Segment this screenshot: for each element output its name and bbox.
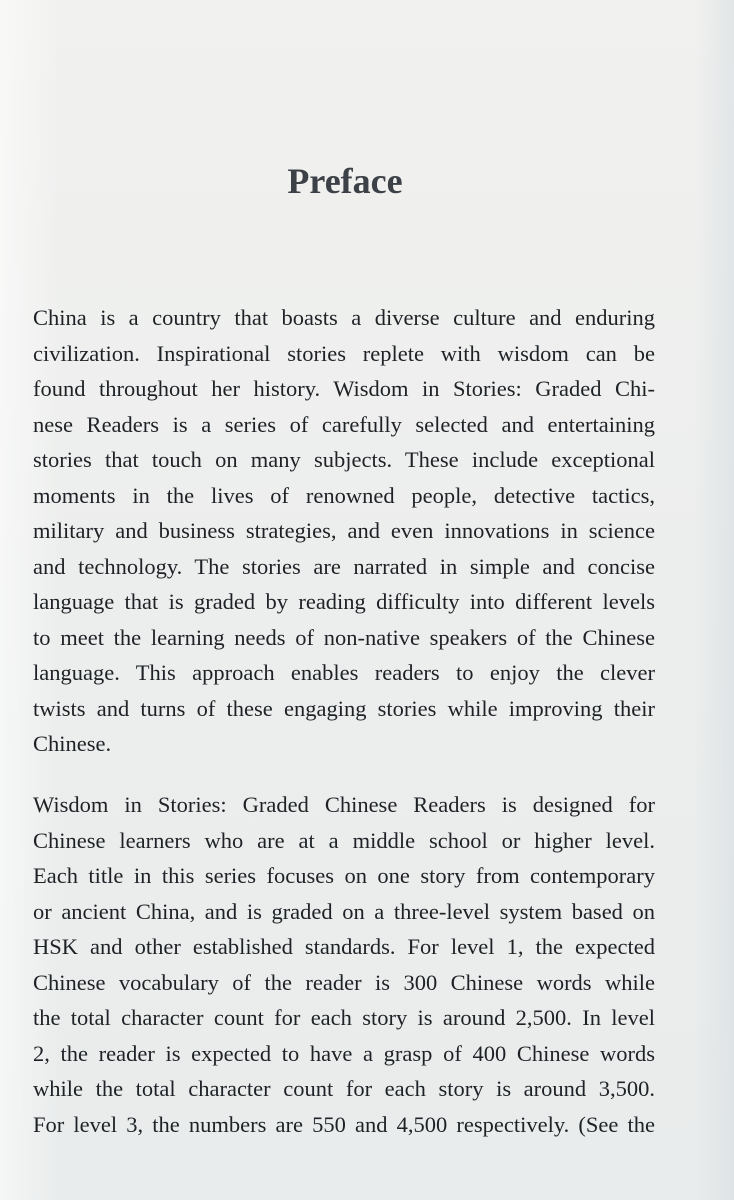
text-line: civilization. Inspirational stories replete with wisdom can be xyxy=(33,340,655,366)
text-line: military and business strategies, and even innovations in science xyxy=(33,518,655,543)
page-title: Preface xyxy=(287,161,403,201)
text-line: Chinese learners who are at a middle school or higher level. xyxy=(33,827,655,853)
text-line: the total character count for each story is around 2,500. In level xyxy=(33,1005,655,1030)
text-line: stories that touch on many subjects. These include exceptional xyxy=(33,447,655,472)
text-line: Each title in this series focuses on one story from contemporary xyxy=(33,863,655,888)
text-line: Chinese. xyxy=(33,731,112,756)
text-line: language. This approach enables readers to enjoy the clever xyxy=(33,660,655,685)
text-line: moments in the lives of renowned people, detective tactics, xyxy=(33,482,655,508)
text-line: HSK and other established standards. For level 1, the expected xyxy=(33,934,655,959)
text-line: to meet the learning needs of non-native speakers of the Chinese xyxy=(33,624,655,650)
paragraph-2 xyxy=(33,787,655,1142)
text-line: 2, the reader is expected to have a grasp of 400 Chinese words xyxy=(33,1040,655,1066)
text-line: Chinese vocabulary of the reader is 300 Chinese words while xyxy=(33,969,655,995)
text-line: nese Readers is a series of carefully selected and entertaining xyxy=(33,411,655,437)
text-line: or ancient China, and is graded on a three-level system based on xyxy=(33,898,655,924)
paragraph-1 xyxy=(33,300,655,762)
text-line: twists and turns of these engaging stories while improving their xyxy=(33,695,655,721)
text-line: China is a country that boasts a diverse culture and enduring xyxy=(33,305,655,330)
text-line: and technology. The stories are narrated in simple and concise xyxy=(33,553,655,579)
text-line: while the total character count for each story is around 3,500. xyxy=(33,1076,655,1101)
text-line: For level 3, the numbers are 550 and 4,500 respectively. (See the xyxy=(33,1111,655,1137)
text-line: Wisdom in Stories: Graded Chinese Readers is designed for xyxy=(33,792,655,817)
text-line: found throughout her history. Wisdom in Stories: Graded Chi- xyxy=(33,376,655,401)
text-line: language that is graded by reading difficulty into different levels xyxy=(33,589,655,614)
